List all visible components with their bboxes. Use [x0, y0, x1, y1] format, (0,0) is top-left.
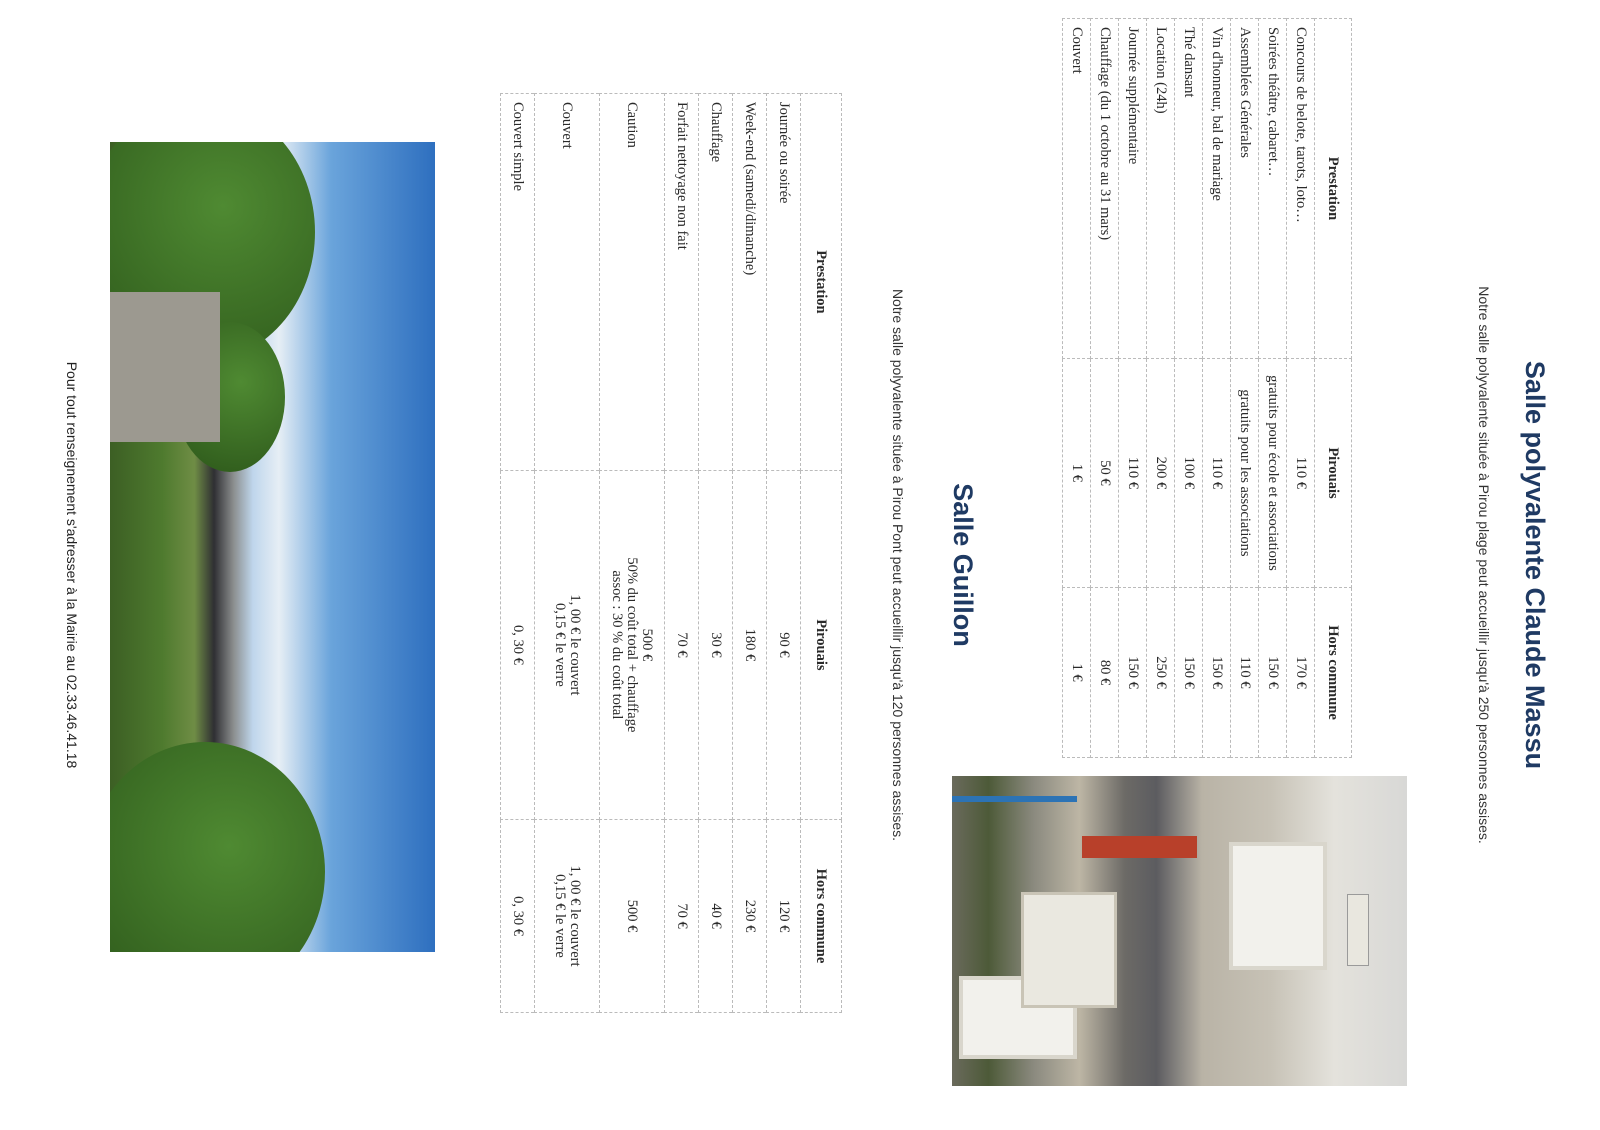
- massu-subtitle: Notre salle polyvalente située à Pirou plage peut accueillir jusqu'à 250 personnes assises.: [1476, 286, 1492, 844]
- massu-header-hors-commune: Hors commune: [1315, 588, 1352, 758]
- guillon-cell-line: 0, 30 €: [510, 896, 526, 936]
- guillon-cell-hors-commune: [767, 820, 801, 1013]
- guillon-cell-hors-commune: [699, 820, 733, 1013]
- massu-cell-prestation: Chauffage (du 1 octobre au 31 mars): [1091, 19, 1119, 359]
- massu-cell-prestation: Thé dansant: [1175, 19, 1203, 359]
- massu-cell-prestation: Vin d'honneur, bal de mariage: [1203, 19, 1231, 359]
- guillon-cell-prestation: Chauffage: [699, 94, 733, 471]
- guillon-cell-prestation: Week-end (samedi/dimanche): [733, 94, 767, 471]
- guillon-table-row: [600, 94, 665, 1013]
- massu-cell-prestation: Concours de belote, tarots, loto…: [1287, 19, 1315, 359]
- massu-table-row: [1203, 19, 1231, 758]
- massu-cell-hors-commune: 150 €: [1119, 588, 1147, 758]
- guillon-table-row: [535, 94, 600, 1013]
- guillon-cell-line: 230 €: [742, 899, 758, 933]
- guillon-cell-line: 0, 30 €: [510, 624, 526, 665]
- guillon-cell-pirouais: [699, 470, 733, 819]
- massu-cell-pirouais: 100 €: [1175, 358, 1203, 587]
- guillon-cell-line: 70 €: [674, 903, 690, 929]
- guillon-table-row: [665, 94, 699, 1013]
- massu-cell-hors-commune: 80 €: [1091, 588, 1119, 758]
- guillon-subtitle: Notre salle polyvalente située à Pirou Pont peut accueillir jusqu'à 120 personnes assises.: [890, 288, 906, 842]
- massu-table-row: [1231, 19, 1259, 758]
- massu-cell-pirouais: 110 €: [1119, 358, 1147, 587]
- guillon-cell-line: 50% du coût total + chauffage: [624, 557, 641, 733]
- guillon-cell-pirouais: [600, 470, 665, 819]
- massu-cell-prestation: Couvert: [1063, 19, 1091, 359]
- guillon-title: Salle Guillon: [948, 483, 978, 647]
- massu-table-row: [1091, 19, 1119, 758]
- guillon-cell-line: 70 €: [674, 632, 690, 658]
- massu-table-row: [1147, 19, 1175, 758]
- massu-header-pirouais: Pirouais: [1315, 358, 1352, 587]
- massu-cell-hors-commune: 170 €: [1287, 588, 1315, 758]
- stone-path: [110, 292, 220, 442]
- guillon-cell-pirouais: [767, 470, 801, 819]
- massu-cell-hors-commune: 110 €: [1231, 588, 1259, 758]
- guillon-cell-pirouais: [501, 470, 535, 819]
- guillon-cell-line: 1, 00 € le couvert: [567, 594, 583, 696]
- massu-cell-pirouais: gratuits pour les associations: [1231, 358, 1259, 587]
- guillon-cell-prestation: Couvert: [535, 94, 600, 471]
- massu-cell-pirouais: gratuits pour école et associations: [1259, 358, 1287, 587]
- guillon-cell-prestation: Couvert simple: [501, 94, 535, 471]
- cinema-sign: [1082, 836, 1197, 858]
- guillon-cell-line: 0,15 € le verre: [552, 874, 568, 958]
- massu-price-table: [1062, 18, 1352, 758]
- massu-cell-prestation: Assemblées Générales: [1231, 19, 1259, 359]
- massu-cell-hors-commune: 150 €: [1259, 588, 1287, 758]
- massu-cell-pirouais: 110 €: [1287, 358, 1315, 587]
- massu-table-row: [1287, 19, 1315, 758]
- contact-footer: Pour tout renseignement s'adresser à la Mairie au 02.33.46.41.18: [64, 361, 80, 769]
- guillon-cell-pirouais: [535, 470, 600, 819]
- guillon-cell-prestation: Journée ou soirée: [767, 94, 801, 471]
- guillon-cell-prestation: Caution: [600, 94, 665, 471]
- massu-cell-prestation: Location (24h): [1147, 19, 1175, 359]
- guillon-header-hors-commune: Hors commune: [801, 820, 842, 1013]
- massu-cell-pirouais: 50 €: [1091, 358, 1119, 587]
- guillon-cell-line: 500 €: [624, 899, 641, 933]
- massu-header-prestation: Prestation: [1315, 19, 1352, 359]
- massu-cell-hors-commune: 250 €: [1147, 588, 1175, 758]
- massu-table-row: [1063, 19, 1091, 758]
- guillon-cell-line: 500 €: [639, 628, 656, 662]
- guillon-cell-hors-commune: [501, 820, 535, 1013]
- massu-cell-pirouais: 110 €: [1203, 358, 1231, 587]
- massu-cell-hors-commune: 1 €: [1063, 588, 1091, 758]
- guillon-cell-line: 1, 00 € le couvert: [567, 865, 583, 967]
- guillon-cell-line: 30 €: [708, 632, 724, 658]
- massu-cell-prestation: Journée supplémentaire: [1119, 19, 1147, 359]
- massu-cell-hors-commune: 150 €: [1175, 588, 1203, 758]
- guillon-price-table: [500, 93, 842, 1013]
- massu-cell-pirouais: 200 €: [1147, 358, 1175, 587]
- guillon-cell-line: 180 €: [742, 628, 758, 662]
- tree-right: [110, 742, 325, 952]
- guillon-cell-line: assoc : 30 % du coût total: [609, 570, 626, 720]
- guillon-cell-hors-commune: [600, 820, 665, 1013]
- guillon-table-row: [501, 94, 535, 1013]
- guillon-header-prestation: Prestation: [801, 94, 842, 471]
- massu-cell-pirouais: 1 €: [1063, 358, 1091, 587]
- guillon-cell-hors-commune: [535, 820, 600, 1013]
- massu-building-photo: [952, 776, 1407, 1086]
- massu-table-row: [1175, 19, 1203, 758]
- massu-cell-hors-commune: 150 €: [1203, 588, 1231, 758]
- guillon-header-pirouais: Pirouais: [801, 470, 842, 819]
- salle-polyvalente-plaque: [1347, 894, 1369, 966]
- guillon-cell-line: 90 €: [776, 632, 792, 658]
- upper-window: [1229, 842, 1327, 970]
- guillon-table-row: [699, 94, 733, 1013]
- guillon-cell-hors-commune: [733, 820, 767, 1013]
- guillon-landscape-photo: [110, 142, 435, 952]
- guillon-cell-line: 0,15 € le verre: [552, 603, 568, 687]
- guillon-cell-pirouais: [733, 470, 767, 819]
- guillon-table-row: [767, 94, 801, 1013]
- guillon-cell-hors-commune: [665, 820, 699, 1013]
- entrance-door: [1021, 892, 1117, 1008]
- massu-title: Salle polyvalente Claude Massu: [1520, 360, 1550, 770]
- massu-table-row: [1119, 19, 1147, 758]
- guillon-cell-pirouais: [665, 470, 699, 819]
- guillon-table-row: [733, 94, 767, 1013]
- guillon-cell-line: 40 €: [708, 903, 724, 929]
- massu-cell-prestation: Soirées théâtre, cabaret…: [1259, 19, 1287, 359]
- guillon-cell-prestation: Forfait nettoyage non fait: [665, 94, 699, 471]
- guillon-cell-line: 120 €: [776, 899, 792, 933]
- massu-table-row: [1259, 19, 1287, 758]
